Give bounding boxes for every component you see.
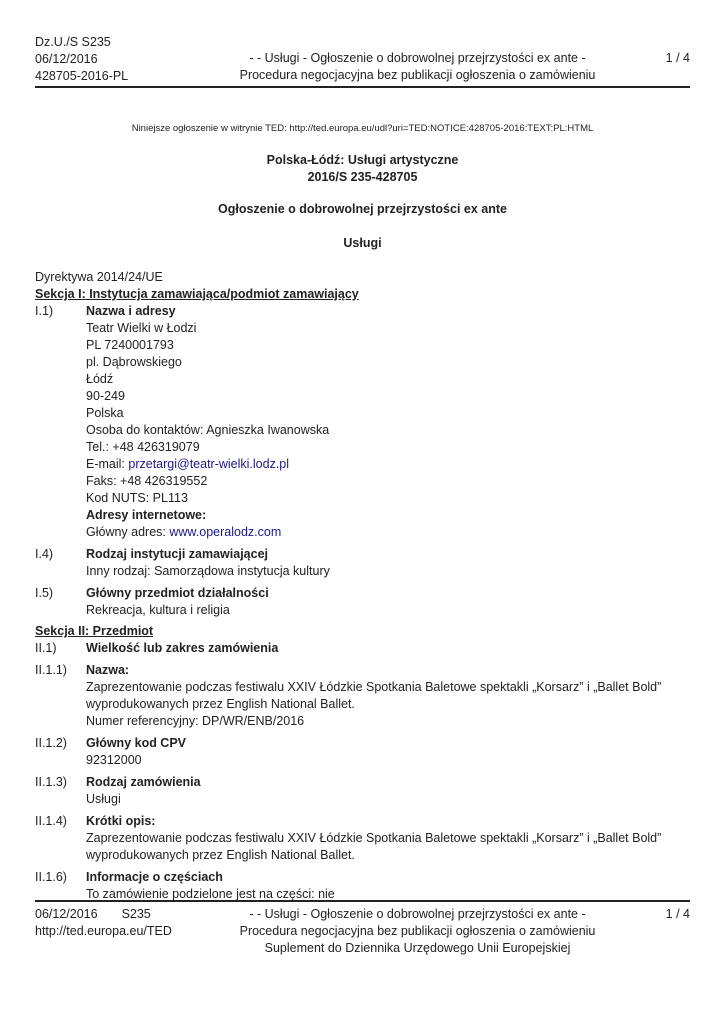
org-nuts: Kod NUTS: PL113 <box>86 491 188 505</box>
item-ii13 <box>35 774 690 808</box>
item-number: I.1) <box>35 304 54 318</box>
org-id: PL 7240001793 <box>86 338 174 352</box>
item-ii1 <box>35 640 690 657</box>
item-heading: Rodzaj instytucji zamawiającej <box>86 547 269 561</box>
reference-number: Numer referencyjny: DP/WR/ENB/2016 <box>86 714 305 728</box>
item-text: wyprodukowanych przez English National Ballet. <box>86 697 355 711</box>
footer-date: 06/12/2016 <box>35 907 98 921</box>
item-text: Rekreacja, kultura i religia <box>86 603 230 617</box>
doc-title: Polska-Łódź: Usługi artystyczne <box>266 153 459 167</box>
item-ii16 <box>35 869 690 903</box>
item-heading: Główny przedmiot działalności <box>86 586 269 600</box>
footer-series: S235 <box>121 907 151 921</box>
item-heading: Główny kod CPV <box>86 736 187 750</box>
org-postcode: 90-249 <box>86 389 125 403</box>
item-number: II.1.6) <box>35 870 67 884</box>
page-header <box>35 34 690 88</box>
ted-link-note[interactable]: Niniejsze ogłoszenie w witrynie TED: http://ted.europa.eu/udl?uri=TED:NOTICE:428705-2016:TEXT:PL:HTML <box>131 123 594 134</box>
item-heading: Nazwa i adresy <box>86 304 176 318</box>
header-title <box>185 50 650 84</box>
header-journal: Dz.U./S S235 <box>35 35 111 49</box>
document-body <box>35 120 690 903</box>
email-link[interactable]: przetargi@teatr-wielki.lodz.pl <box>128 457 290 471</box>
item-i5 <box>35 585 690 619</box>
footer-title-line: - - Usługi - Ogłoszenie o dobrowolnej przejrzystości ex ante - <box>249 907 586 921</box>
header-ref <box>35 34 128 85</box>
web-heading: Adresy internetowe: <box>86 508 207 522</box>
item-heading: Rodzaj zamówienia <box>86 775 201 789</box>
item-number: II.1.2) <box>35 736 67 750</box>
web-label: Główny adres: <box>86 525 170 539</box>
item-heading: Krótki opis: <box>86 814 156 828</box>
footer-title <box>185 906 650 957</box>
org-name: Teatr Wielki w Łodzi <box>86 321 197 335</box>
header-page-number: 1 / 4 <box>665 51 690 65</box>
item-text: Zaprezentowanie podczas festiwalu XXIV Łódzkie Spotkania Baletowe spektakli „Korsarz” i „Ballet Bold” <box>86 680 662 694</box>
item-text: Inny rodzaj: Samorządowa instytucja kultury <box>86 564 330 578</box>
item-text: wyprodukowanych przez English National Ballet. <box>86 848 355 862</box>
item-ii11 <box>35 662 690 730</box>
footer-title-line: Procedura negocjacyjna bez publikacji ogłoszenia o zamówieniu <box>239 924 596 938</box>
footer-url[interactable]: http://ted.europa.eu/TED <box>35 924 172 938</box>
item-number: II.1) <box>35 641 57 655</box>
footer-page-number: 1 / 4 <box>665 907 690 921</box>
org-fax: Faks: +48 426319552 <box>86 474 208 488</box>
item-number: II.1.4) <box>35 814 67 828</box>
item-number: I.4) <box>35 547 54 561</box>
footer-supplement: Suplement do Dziennika Urzędowego Unii Europejskiej <box>264 941 571 955</box>
cpv-code: 92312000 <box>86 753 142 767</box>
email-label: E-mail: <box>86 457 129 471</box>
footer-ref <box>35 906 172 940</box>
header-title-line: Procedura negocjacyjna bez publikacji ogłoszenia o zamówieniu <box>239 68 596 82</box>
item-number: II.1.3) <box>35 775 67 789</box>
item-text: Zaprezentowanie podczas festiwalu XXIV Łódzkie Spotkania Baletowe spektakli „Korsarz” i „Ballet Bold” <box>86 831 662 845</box>
item-heading: Informacje o częściach <box>86 870 223 884</box>
section-1-title: Sekcja I: Instytucja zamawiająca/podmiot zamawiający <box>35 287 359 301</box>
page-footer <box>35 900 690 958</box>
item-ii12 <box>35 735 690 769</box>
header-title-line: - - Usługi - Ogłoszenie o dobrowolnej przejrzystości ex ante - <box>249 51 586 65</box>
org-email-line <box>86 456 690 473</box>
item-text: Usługi <box>86 792 121 806</box>
notice-type: Ogłoszenie o dobrowolnej przejrzystości ex ante <box>218 202 507 216</box>
directive: Dyrektywa 2014/24/UE <box>35 270 163 284</box>
item-heading: Nazwa: <box>86 663 130 677</box>
org-phone: Tel.: +48 426319079 <box>86 440 200 454</box>
item-i1 <box>35 303 690 541</box>
section-2-title: Sekcja II: Przedmiot <box>35 624 154 638</box>
item-text: To zamówienie podzielone jest na części: nie <box>86 887 335 901</box>
item-number: II.1.1) <box>35 663 67 677</box>
website-link[interactable]: www.operalodz.com <box>169 525 282 539</box>
header-notice-id: 428705-2016-PL <box>35 69 129 83</box>
contract-type: Usługi <box>343 236 382 250</box>
org-web-line <box>86 524 690 541</box>
org-contact: Osoba do kontaktów: Agnieszka Iwanowska <box>86 423 330 437</box>
org-street: pl. Dąbrowskiego <box>86 355 182 369</box>
item-ii14 <box>35 813 690 864</box>
doc-number: 2016/S 235-428705 <box>307 170 418 184</box>
item-heading: Wielkość lub zakres zamówienia <box>86 641 279 655</box>
header-date: 06/12/2016 <box>35 52 98 66</box>
org-city: Łódź <box>86 372 114 386</box>
item-i4 <box>35 546 690 580</box>
item-number: I.5) <box>35 586 54 600</box>
org-country: Polska <box>86 406 124 420</box>
